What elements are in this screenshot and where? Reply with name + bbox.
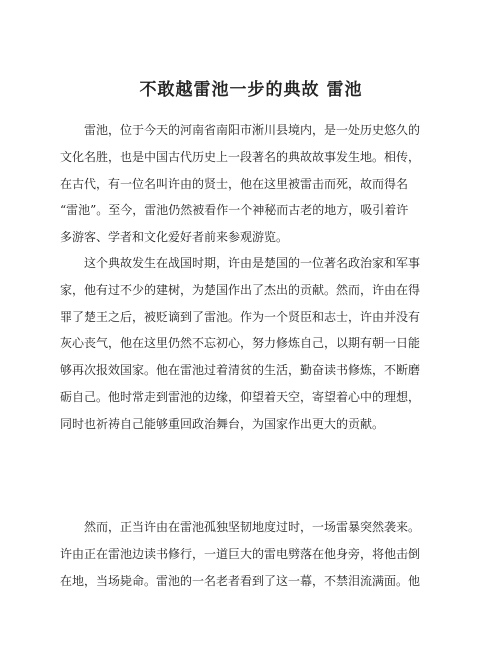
paragraph-line: 家，他有过不少的建树，为楚国作出了杰出的贡献。然而，许由在得	[60, 282, 421, 297]
paragraph-line: 多游客、学者和文化爱好者前来参观游览。	[60, 230, 289, 245]
document-title: 不敢越雷池一步的典故 雷池	[139, 80, 363, 100]
paragraph-2	[60, 250, 444, 438]
paragraph-line: 罪了楚王之后，被贬谪到了雷池。作为一个贤臣和志士，许由并没有	[60, 309, 421, 324]
paragraph-1	[60, 117, 444, 251]
paragraph-line: 在地，当场毙命。雷池的一名老者看到了这一幕，不禁泪流满面。他	[60, 573, 421, 588]
paragraph-line: 够再次报效国家。他在雷池过着清贫的生活，勤奋读书修炼，不断磨	[60, 363, 421, 378]
paragraph-3	[60, 514, 444, 594]
paragraph-line: 许由正在雷池边读书修行，一道巨大的雷电劈落在他身旁，将他击倒	[60, 546, 421, 561]
paragraph-line: 灰心丧气，他在这里仍然不忘初心，努力修炼自己，以期有朝一日能	[60, 336, 421, 351]
paragraph-line: 雷池，位于今天的河南省南阳市淅川县境内，是一处历史悠久的	[84, 123, 421, 137]
paragraph-line: 同时也祈祷自己能够重回政治舞台，为国家作出更大的贡献。	[60, 416, 385, 431]
paragraph-line: 文化名胜，也是中国古代历史上一段著名的典故故事发生地。相传，	[60, 149, 421, 164]
paragraph-line: 在古代，有一位名叫许由的贤士，他在这里被雷击而死，故而得名	[60, 176, 409, 191]
paragraph-line: 这个典故发生在战国时期，许由是楚国的一位著名政治家和军事	[84, 256, 421, 270]
paragraph-line: “雷池”。至今，雷池仍然被看作一个神秘而古老的地方，吸引着许	[60, 203, 409, 218]
paragraph-line: 然而，正当许由在雷池孤独坚韧地度过时，一场雷暴突然袭来。	[84, 520, 421, 534]
paragraph-line: 砺自己。他时常走到雷池的边缘，仰望着天空，寄望着心中的理想，	[60, 389, 421, 404]
